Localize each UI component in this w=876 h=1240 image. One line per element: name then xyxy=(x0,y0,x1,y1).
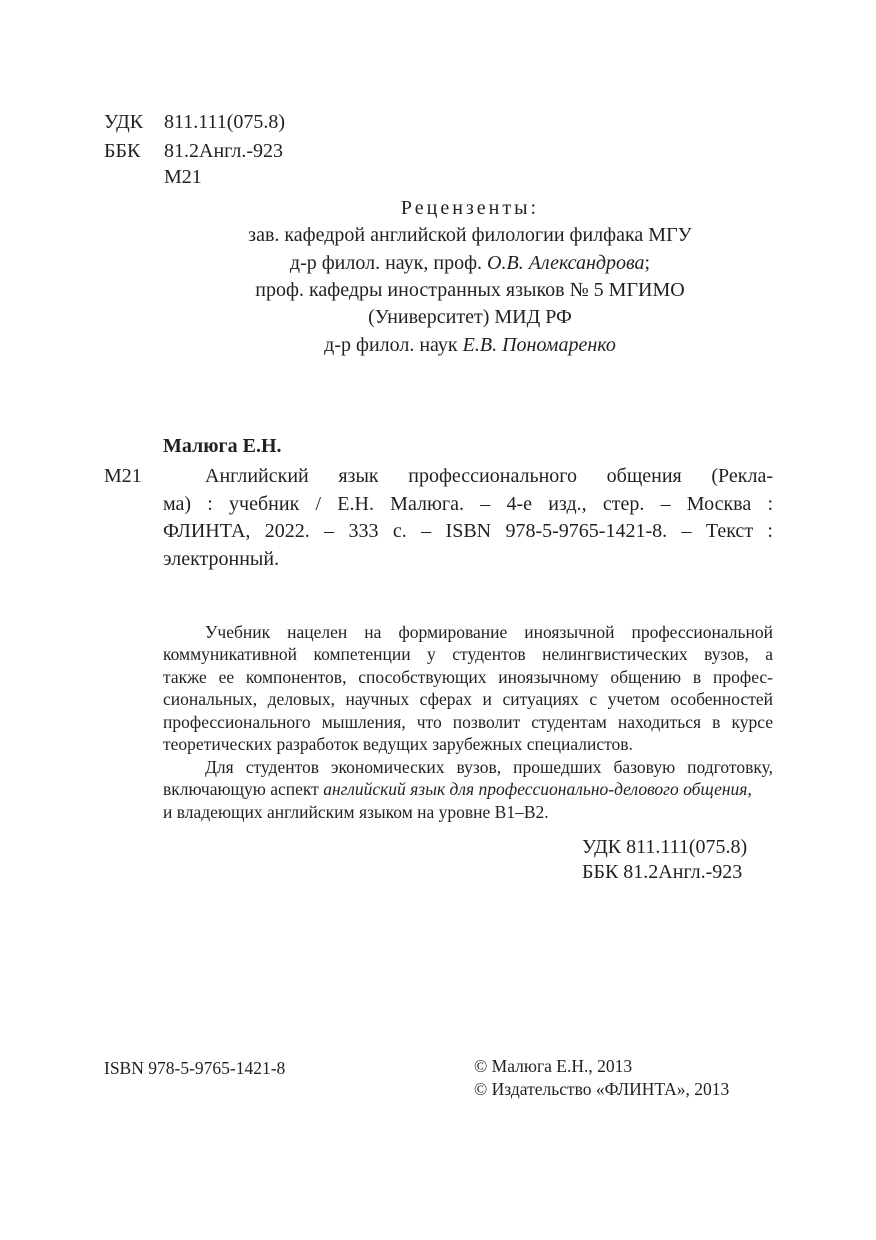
reviewer-1-name: О.В. Александрова xyxy=(487,252,645,274)
index-bbk: ББК 81.2Англ.-923 xyxy=(582,861,743,883)
reviewer-1-degree: д-р филол. наук, проф. О.В. Александрова; xyxy=(289,252,651,274)
reviewer-2-degree: д-р филол. наук Е.В. Пономаренко xyxy=(324,334,616,356)
annotation-italic-aspect: английский язык для профессионально-делового общения xyxy=(323,779,748,799)
bib-line-2: ма) : учебник / Е.Н. Малюга. – 4-е изд., стер. – Москва : xyxy=(163,493,773,515)
author-mark: М21 xyxy=(164,166,202,188)
annotation-p2-line-1: Для студентов экономических вузов, прошедших базовую подготовку, xyxy=(205,757,773,777)
udk-label: УДК xyxy=(104,111,144,133)
bib-line-4: электронный. xyxy=(163,548,280,570)
reviewer-2-position: проф. кафедры иностранных языков № 5 МГИМО xyxy=(255,279,685,301)
annotation-p1-line-3: также ее компонентов, способствующих иноязычному общению в профес- xyxy=(163,667,773,687)
bbk-label: ББК xyxy=(104,140,141,162)
annotation-p1-line-6: теоретических разработок ведущих зарубежных специалистов. xyxy=(163,734,633,754)
annotation-p2-line-2: включающую аспект английский язык для профессионально-делового общения, xyxy=(163,779,752,799)
udk-value: 811.111(075.8) xyxy=(164,111,286,133)
reviewer-2-organization: (Университет) МИД РФ xyxy=(368,306,572,328)
annotation-p1-line-1: Учебник нацелен на формирование иноязычной профессиональной xyxy=(205,622,773,642)
copyright-author: © Малюга Е.Н., 2013 xyxy=(474,1056,633,1076)
annotation-p1-line-4: сиональных, деловых, научных сферах и ситуациях с учетом особенностей xyxy=(163,689,773,709)
annotation-p1-line-5: профессионального мышления, что позволит студентам находиться в курсе xyxy=(163,712,773,732)
reviewer-1-position: зав. кафедрой английской филологии филфака МГУ xyxy=(248,224,692,246)
bib-mark: М21 xyxy=(104,465,142,487)
author-heading: Малюга Е.Н. xyxy=(163,435,282,457)
annotation-p1-line-2: коммуникативной компетенции у студентов нелингвистических вузов, а xyxy=(163,644,773,664)
index-udk: УДК 811.111(075.8) xyxy=(582,836,748,858)
bbk-value: 81.2Англ.-923 xyxy=(164,140,283,162)
reviewers-heading: Рецензенты: xyxy=(400,197,540,219)
footer-isbn: ISBN 978-5-9765-1421-8 xyxy=(104,1058,286,1078)
bib-line-3: ФЛИНТА, 2022. – 333 с. – ISBN 978-5-9765-1421-8. – Текст : xyxy=(163,520,773,542)
annotation-p2-line-3: и владеющих английским языком на уровне В1–В2. xyxy=(163,802,549,822)
copyright-publisher: © Издательство «ФЛИНТА», 2013 xyxy=(474,1079,730,1099)
reviewer-2-name: Е.В. Пономаренко xyxy=(462,334,616,356)
bib-line-1: Английский язык профессионального общения (Рекла- xyxy=(205,465,773,487)
